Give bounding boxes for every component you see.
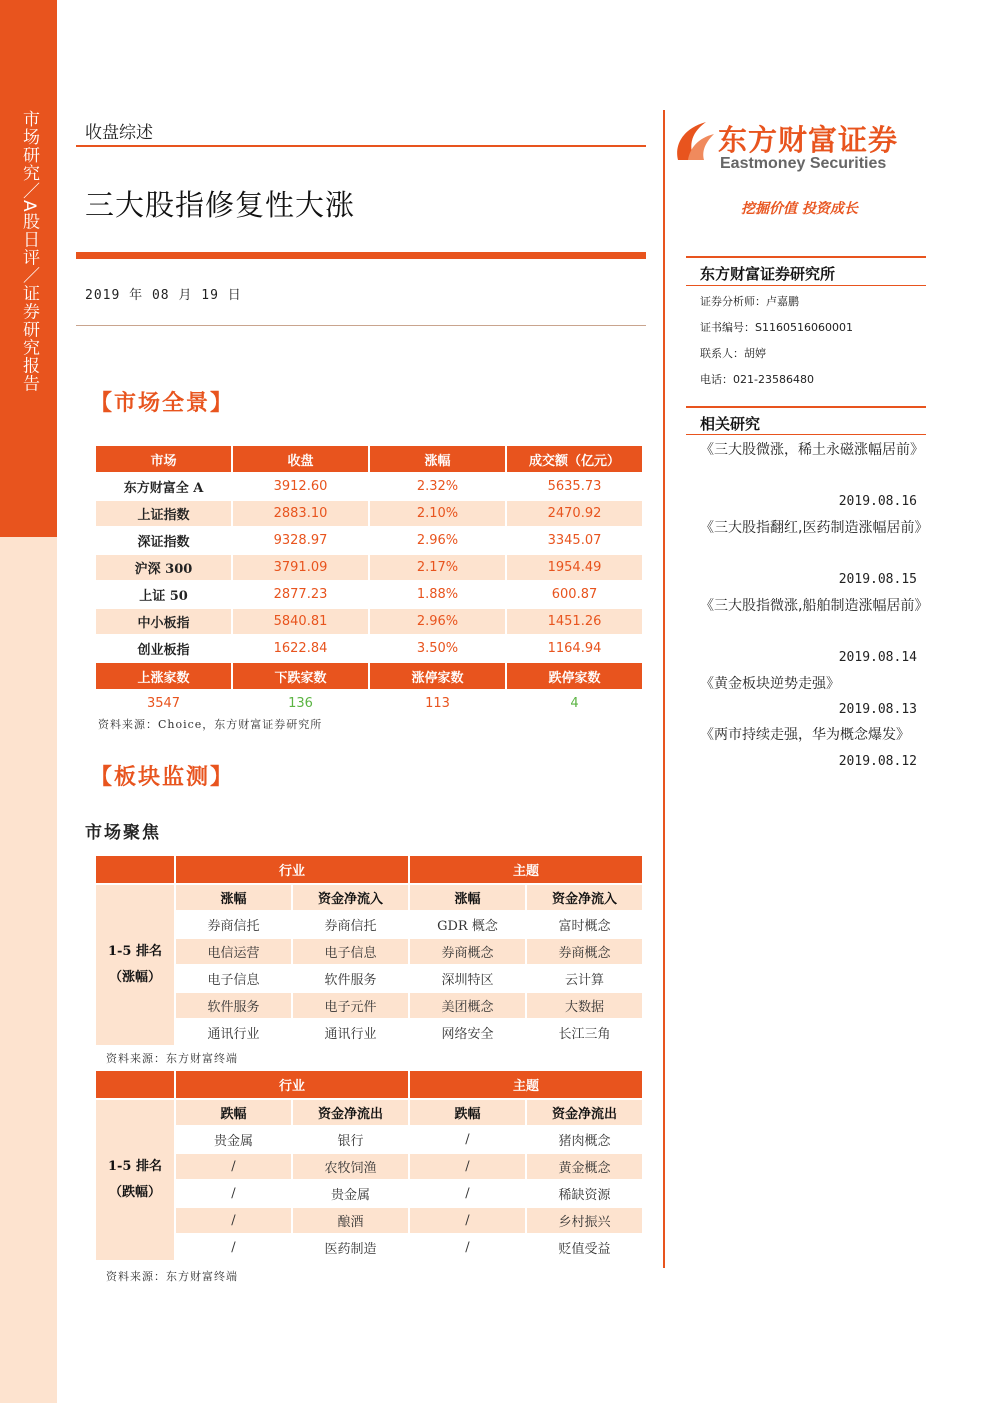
table-row (96, 1127, 642, 1152)
column-divider (663, 110, 665, 1268)
close-value: 2883.10 (233, 501, 368, 526)
change-value: 2.96% (370, 609, 505, 634)
sector-cell: 贵金属 (330, 1188, 370, 1203)
brand-slogan: 挖掘价值 投资成长 (741, 201, 858, 217)
change-value: 2.32% (416, 479, 459, 494)
market-name: 创业板指 (137, 643, 190, 658)
table-row (96, 912, 642, 937)
table-row (96, 1208, 642, 1233)
market-header-row (96, 446, 642, 472)
sector-cell: 软件服务 (176, 993, 291, 1018)
table-row (96, 609, 642, 634)
gain-source: 资料来源：东方财富终端 (106, 1052, 238, 1065)
group-header-theme: 主题 (410, 1071, 642, 1098)
related-item-date: 2019.08.12 (838, 754, 917, 769)
related-item-date: 2019.08.14 (838, 650, 917, 665)
sector-cell: 酿酒 (293, 1208, 408, 1233)
rank-label-cell (96, 885, 174, 1045)
related-item-title[interactable]: 《三大股指翻红,医药制造涨幅居前》 (700, 520, 929, 536)
sector-cell: 电子信息 (293, 939, 408, 964)
turnover-value: 600.87 (551, 587, 598, 602)
related-title: 相关研究 (700, 415, 761, 433)
market-name: 深证指数 (137, 535, 190, 550)
sub-header: 跌幅 (176, 1100, 291, 1125)
turnover-value: 2470.92 (507, 501, 642, 526)
sector-cell: 深圳特区 (441, 973, 494, 988)
title-rule (76, 252, 646, 259)
sector-cell: / (231, 1240, 236, 1255)
related-rule (686, 434, 926, 435)
market-name: 中小板指 (96, 609, 231, 634)
sector-cell: 通讯行业 (207, 1027, 260, 1042)
table-row (96, 1154, 642, 1179)
related-item-title[interactable]: 《三大股指微涨,船舶制造涨幅居前》 (700, 598, 929, 614)
sector-cell: 乡村振兴 (527, 1208, 642, 1233)
count-header: 下跌家数 (233, 663, 368, 689)
table-row (96, 939, 642, 964)
sector-cell: / (176, 1208, 291, 1233)
sub-header: 涨幅 (176, 885, 291, 910)
table-row (96, 528, 642, 553)
table-row (96, 555, 642, 580)
sector-cell: GDR 概念 (437, 919, 498, 934)
market-name: 上证 50 (139, 589, 188, 604)
analyst-line: 证券分析师：卢嘉鹏 (700, 295, 799, 308)
rank-sub-label: （跌幅） (108, 1185, 161, 1200)
sector-cell: 网络安全 (441, 1027, 494, 1042)
table-row (96, 582, 642, 607)
sector-cell: / (465, 1240, 470, 1255)
sector-cell: / (465, 1132, 470, 1147)
sector-cell: 黄金概念 (527, 1154, 642, 1179)
col-header: 收盘 (233, 446, 368, 472)
sector-cell: 猪肉概念 (558, 1134, 611, 1149)
sector-cell: 银行 (337, 1134, 364, 1149)
corner-cell (96, 1071, 174, 1098)
table-row (96, 501, 642, 526)
sector-cell: / (176, 1154, 291, 1179)
side-band (0, 0, 57, 1403)
sector-cell: 软件服务 (324, 973, 377, 988)
market-source: 资料来源：Choice，东方财富证券研究所 (98, 718, 323, 731)
related-item-title[interactable]: 《两市持续走强，华为概念爆发》 (700, 727, 910, 743)
turnover-value: 1954.49 (507, 555, 642, 580)
table-row (96, 966, 642, 991)
corner-cell (96, 856, 174, 883)
contact-line: 联系人：胡婷 (700, 347, 766, 360)
limit-down-count: 4 (570, 696, 579, 711)
sector-cell: / (410, 1208, 525, 1233)
rise-count: 3547 (146, 696, 181, 711)
brand-name-en: Eastmoney Securities (720, 155, 887, 172)
phone-line: 电话：021-23586480 (700, 373, 814, 386)
sector-cell: 贵金属 (213, 1134, 253, 1149)
sector-subheading: 市场聚焦 (85, 823, 161, 843)
count-header: 涨停家数 (370, 663, 505, 689)
institute-rule (686, 285, 926, 286)
sector-cell: 农牧饲渔 (293, 1154, 408, 1179)
side-category-text: 市场研究／A股日评／证券研究报告 (19, 110, 39, 393)
related-item-title[interactable]: 《三大股微涨，稀土永磁涨幅居前》 (700, 442, 924, 458)
change-value: 3.50% (416, 641, 459, 656)
date-rule (76, 325, 646, 326)
sector-cell: 通讯行业 (324, 1027, 377, 1042)
market-heading: 【市场全景】 (90, 390, 235, 416)
institute-top-rule (686, 256, 926, 258)
sector-cell: 电子元件 (293, 993, 408, 1018)
limit-up-count: 113 (425, 696, 450, 711)
fall-count: 136 (288, 696, 313, 711)
turnover-value: 5635.73 (547, 479, 602, 494)
market-name: 东方财富全 A (123, 481, 204, 496)
related-item-date: 2019.08.13 (838, 702, 917, 717)
brand-logo-icon (668, 116, 718, 166)
close-value: 3912.60 (273, 479, 328, 494)
gain-table (94, 854, 644, 1047)
col-header: 成交额（亿元） (507, 446, 642, 472)
change-value: 2.10% (370, 501, 505, 526)
sector-heading: 【板块监测】 (90, 764, 235, 790)
sub-header: 资金净流入 (527, 885, 642, 910)
sector-cell: / (231, 1186, 236, 1201)
sub-header: 资金净流入 (293, 885, 408, 910)
sector-cell: 云计算 (564, 973, 604, 988)
turnover-value: 3345.07 (547, 533, 602, 548)
related-top-rule (686, 406, 926, 408)
sector-cell: / (465, 1186, 470, 1201)
table-row (96, 1181, 642, 1206)
count-header: 上涨家数 (96, 663, 231, 689)
turnover-value: 1451.26 (507, 609, 642, 634)
related-item-date: 2019.08.15 (838, 572, 917, 587)
group-header-theme: 主题 (410, 856, 642, 883)
change-value: 2.96% (416, 533, 459, 548)
cert-line: 证书编号：S1160516060001 (700, 321, 853, 334)
sector-cell: 医药制造 (324, 1242, 377, 1257)
report-date: 2019 年 08 月 19 日 (85, 288, 242, 303)
sub-header: 跌幅 (410, 1100, 525, 1125)
section-tag: 收盘综述 (85, 123, 153, 143)
sub-header: 涨幅 (410, 885, 525, 910)
sector-cell: 长江三角 (558, 1027, 611, 1042)
count-header: 跌停家数 (507, 663, 642, 689)
institute-name: 东方财富证券研究所 (700, 265, 836, 283)
col-header: 涨幅 (370, 446, 505, 472)
page-title: 三大股指修复性大涨 (85, 188, 356, 222)
header-rule (76, 145, 646, 147)
sub-header: 资金净流出 (293, 1100, 408, 1125)
col-header: 市场 (96, 446, 231, 472)
change-value: 2.17% (370, 555, 505, 580)
close-value: 2877.23 (273, 587, 328, 602)
close-value: 5840.81 (233, 609, 368, 634)
table-row (96, 636, 642, 661)
table-row (96, 1235, 642, 1260)
sector-cell: 美团概念 (410, 993, 525, 1018)
sector-cell: 券商概念 (527, 939, 642, 964)
sector-cell: / (410, 1154, 525, 1179)
close-value: 9328.97 (273, 533, 328, 548)
rank-label: 1-5 排名 (107, 1159, 162, 1174)
market-name: 沪深 300 (96, 555, 231, 580)
sector-cell: 券商概念 (410, 939, 525, 964)
table-row (96, 993, 642, 1018)
turnover-value: 1164.94 (547, 641, 602, 656)
market-name: 上证指数 (96, 501, 231, 526)
table-row (96, 474, 642, 499)
count-header-row (96, 663, 642, 689)
sub-header: 资金净流出 (527, 1100, 642, 1125)
close-value: 1622.84 (273, 641, 328, 656)
related-item-title[interactable]: 《黄金板块逆势走强》 (700, 676, 840, 692)
sector-cell: 电子信息 (207, 973, 260, 988)
sector-cell: 贬值受益 (558, 1242, 611, 1257)
close-value: 3791.09 (233, 555, 368, 580)
group-header-industry: 行业 (176, 856, 408, 883)
group-header-industry: 行业 (176, 1071, 408, 1098)
sector-cell: 稀缺资源 (558, 1188, 611, 1203)
rank-sub-label: （涨幅） (108, 970, 161, 985)
brand-name: 东方财富证券 (718, 123, 899, 157)
rank-label: 1-5 排名 (107, 944, 162, 959)
loss-table (94, 1069, 644, 1262)
change-value: 1.88% (416, 587, 459, 602)
sector-cell: 券商信托 (324, 919, 377, 934)
related-item-date: 2019.08.16 (838, 494, 917, 509)
sector-cell: 富时概念 (558, 919, 611, 934)
table-row (96, 1020, 642, 1045)
sector-cell: 券商信托 (207, 919, 260, 934)
count-row (96, 691, 642, 716)
sector-cell: 电信运营 (176, 939, 291, 964)
rank-label-cell (96, 1100, 174, 1260)
market-table (94, 444, 644, 718)
sector-cell: 大数据 (527, 993, 642, 1018)
loss-source: 资料来源：东方财富终端 (106, 1270, 238, 1283)
